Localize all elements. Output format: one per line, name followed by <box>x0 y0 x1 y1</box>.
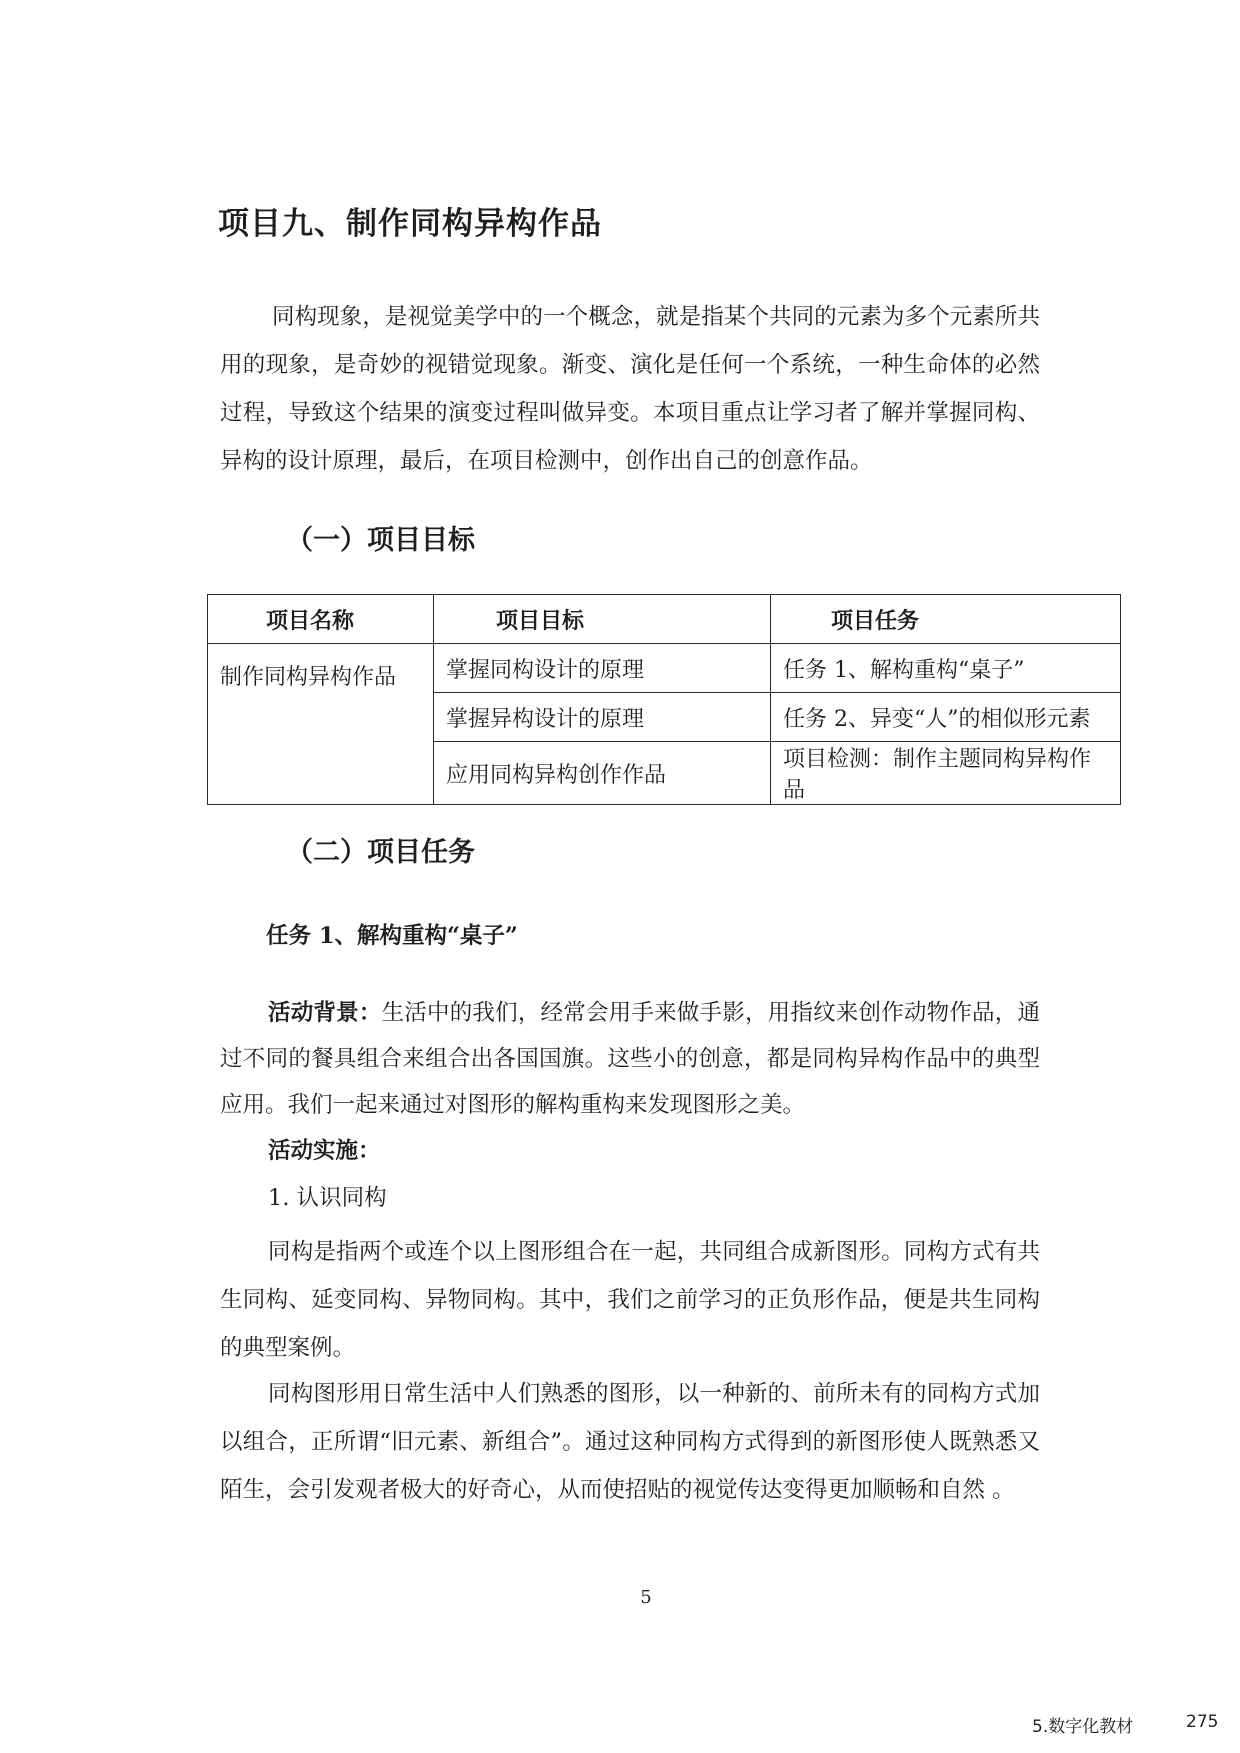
task-cell: 任务 1、解构重构“桌子” <box>771 644 1121 693</box>
goal-cell: 应用同构异构创作作品 <box>434 742 771 805</box>
activity-background-label: 活动背景： <box>268 1000 382 1026</box>
task-cell: 项目检测：制作主题同构异构作品 <box>771 742 1121 805</box>
activity-implementation-label: 活动实施： <box>268 1138 381 1164</box>
footer-label: 5.数字化教材 <box>1032 1717 1134 1737</box>
page-number: 5 <box>640 1587 652 1608</box>
table-header-cell: 项目目标 <box>434 595 771 644</box>
activity-background-paragraph <box>220 990 1040 1128</box>
activity-background-text: 生活中的我们，经常会用手来做手影，用指纹来创作动物作品，通过不同的餐具组合来组合出各国国旗。这些小的创意，都是同构异构作品中的典型应用。我们一起来通过对图形的解构重构来发现图形之美。 <box>220 1000 1040 1118</box>
subheading-recognize-isomorphism: 1. 认识同构 <box>268 1185 387 1211</box>
goal-cell: 掌握同构设计的原理 <box>434 644 771 693</box>
goal-cell: 掌握异构设计的原理 <box>434 693 771 742</box>
body-paragraph: 同构图形用日常生活中人们熟悉的图形，以一种新的、前所未有的同构方式加以组合，正所谓“旧元素、新组合”。通过这种同构方式得到的新图形使人既熟悉又陌生，会引发观者极大的好奇心，从而使招贴的视觉传达变得更加顺畅和自然 。 <box>220 1381 1040 1503</box>
task-cell: 任务 2、异变“人”的相似形元素 <box>771 693 1121 742</box>
intro-paragraph: 同构现象，是视觉美学中的一个概念，就是指某个共同的元素为多个元素所共用的现象，是奇妙的视错觉现象。渐变、演化是任何一个系统，一种生命体的必然过程，导致这个结果的演变过程叫做异变。本项目重点让学习者了解并掌握同构、异构的设计原理，最后，在项目检测中，创作出自己的创意作品。 <box>220 304 1040 474</box>
section-heading-goals: （一）项目目标 <box>286 525 475 556</box>
table-header-cell: 项目名称 <box>208 595 434 644</box>
project-name-cell: 制作同构异构作品 <box>208 644 434 805</box>
body-paragraph: 同构是指两个或连个以上图形组合在一起，共同组合成新图形。同构方式有共生同构、延变同构、异物同构。其中，我们之前学习的正负形作品，便是共生同构的典型案例。 <box>220 1239 1040 1361</box>
page-title: 项目九、制作同构异构作品 <box>218 206 602 242</box>
table-header-cell: 项目任务 <box>771 595 1121 644</box>
section-heading-tasks: （二）项目任务 <box>286 837 475 868</box>
footer-page-number: 275 <box>1186 1712 1219 1732</box>
table-header-row <box>208 595 1121 644</box>
project-goals-table <box>207 594 1121 805</box>
table-row <box>208 644 1121 693</box>
task-heading: 任务 1、解构重构“桌子” <box>266 923 518 949</box>
